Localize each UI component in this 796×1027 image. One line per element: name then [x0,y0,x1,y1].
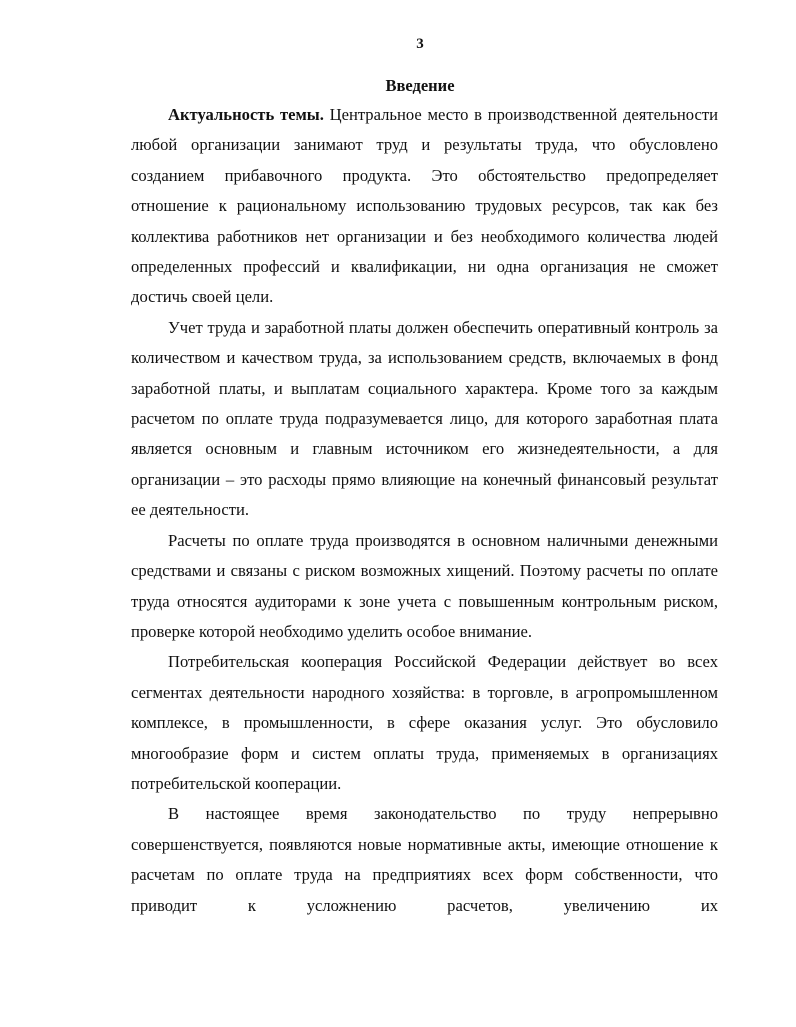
section-heading: Введение [385,76,455,95]
paragraph-labor-accounting: Учет труда и заработной платы должен обеспечить оперативный контроль за количеством и качеством труда, за использованием средств, включаемых в фонд заработной платы, и выплатам социального характера. Кроме того за каждым расчетом по оплате труда подразумевается лицо, для которого заработная плата является основным и главным источником его жизнедеятельности, а для организации – это расходы прямо влияющие на конечный финансовый результат ее деятельности. [131,317,718,520]
paragraph-text: Центральное место в производственной деятельности любой организации занимают труд и результаты труда, что обусловлено созданием прибавочного продукта. Это обстоятельство предопределяет отношение к рациональному использованию трудовых ресурсов, так как без коллектива работников нет организации и без необходимого количества людей определенных профессий и квалификации, ни одна организация не сможет достичь своей цели. [131,105,718,307]
paragraph-consumer-cooperation: Потребительская кооперация Российской Федерации действует во всех сегментах деятельности народного хозяйства: в торговле, в агропромышленном комплексе, в промышленности, в сфере оказания услуг. Это обусловило многообразие форм и систем оплаты труда, применяемых в организациях потребительской кооперации. [131,652,718,793]
document-body [131,100,718,921]
page-number: 3 [416,36,424,52]
paragraph-relevance [131,100,718,313]
paragraph-lead: Актуальность темы. [168,105,324,124]
paragraph-legislation: В настоящее время законодательство по труду непрерывно совершенствуется, появляются новые нормативные акты, имеющие отношение к расчетам по оплате труда на предприятиях всех форм собственности, что приводит к усложнению расчетов, увеличению их [131,804,718,915]
paragraph-payment-settlements: Расчеты по оплате труда производятся в основном наличными денежными средствами и связаны с риском возможных хищений. Поэтому расчеты по оплате труда относятся аудиторами к зоне учета с повышенным контрольным риском, проверке которой необходимо уделить особое внимание. [131,530,718,641]
